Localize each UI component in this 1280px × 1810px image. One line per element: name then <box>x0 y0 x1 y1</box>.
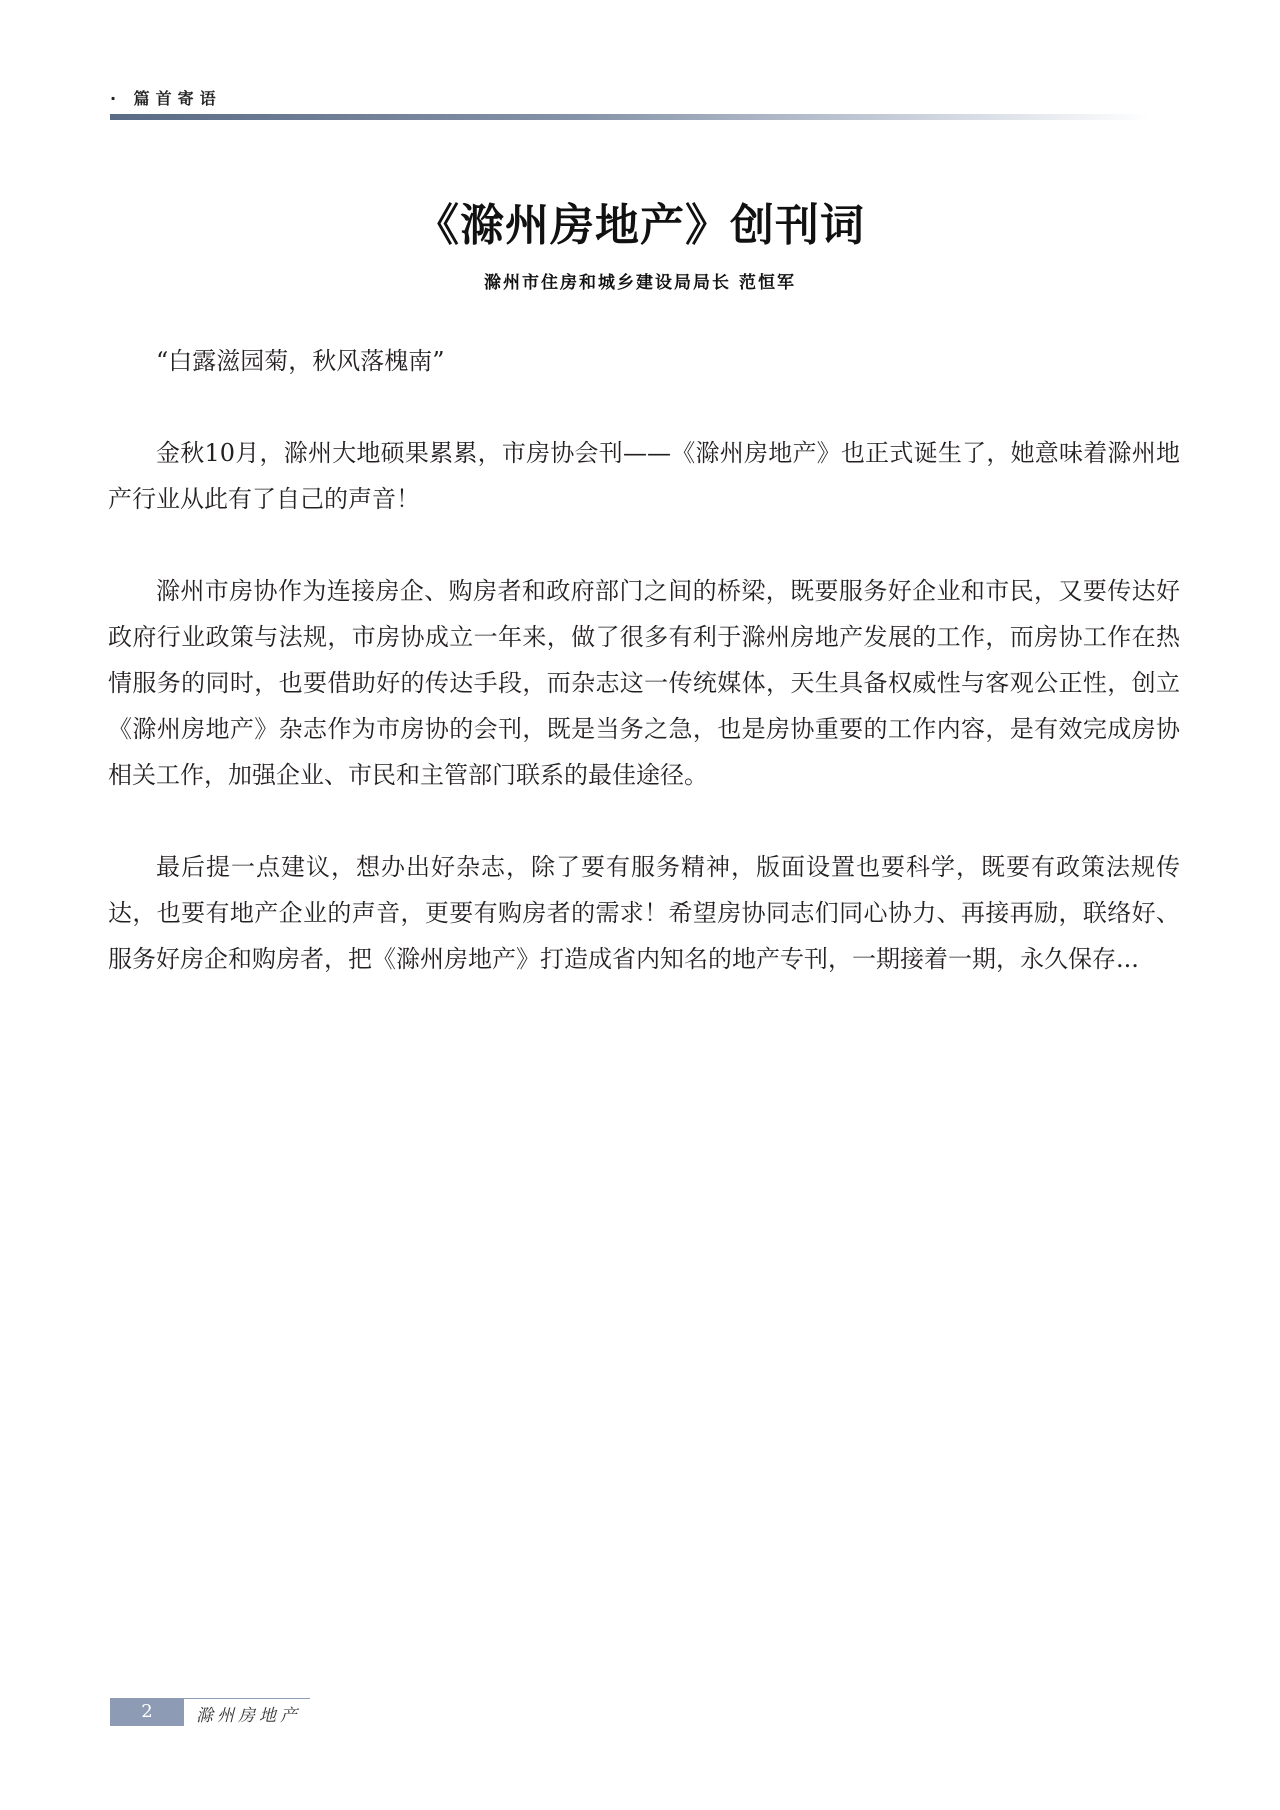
article-paragraph: 金秋10月，滁州大地硕果累累，市房协会刊——《滁州房地产》也正式诞生了，她意味着滁州地产行业从此有了自己的声音！ <box>108 439 1180 513</box>
article-paragraph: 滁州市房协作为连接房企、购房者和政府部门之间的桥梁，既要服务好企业和市民，又要传达好政府行业政策与法规，市房协成立一年来，做了很多有利于滁州房地产发展的工作，而房协工作在热情服务的同时，也要借助好的传达手段，而杂志这一传统媒体，天生具备权威性与客观公正性，创立《滁州房地产》杂志作为市房协的会刊，既是当务之急，也是房协重要的工作内容，是有效完成房协相关工作，加强企业、市民和主管部门联系的最佳途径。 <box>108 577 1180 789</box>
article-paragraph-quote: “白露滋园菊，秋风落槐南” <box>156 347 445 375</box>
article-title: 《滁州房地产》创刊词 <box>415 200 865 251</box>
header-rule <box>110 114 1150 120</box>
page-footer <box>110 1698 310 1728</box>
article-paragraph: 最后提一点建议，想办出好杂志，除了要有服务精神，版面设置也要科学，既要有政策法规传达，也要有地产企业的声音，更要有购房者的需求！希望房协同志们同心协力、再接再励，联络好、服务好房企和购房者，把《滁州房地产》打造成省内知名的地产专刊，一期接着一期，永久保存... <box>108 853 1180 973</box>
footer-rule <box>184 1698 310 1699</box>
article-byline: 滁州市住房和城乡建设局局长 范恒军 <box>484 273 796 293</box>
title-block <box>0 196 1280 256</box>
article-body <box>108 338 1180 1028</box>
section-label: · 篇首寄语 <box>110 89 222 108</box>
page-number: 2 <box>110 1698 184 1726</box>
magazine-name: 滁州房地产 <box>196 1706 301 1726</box>
